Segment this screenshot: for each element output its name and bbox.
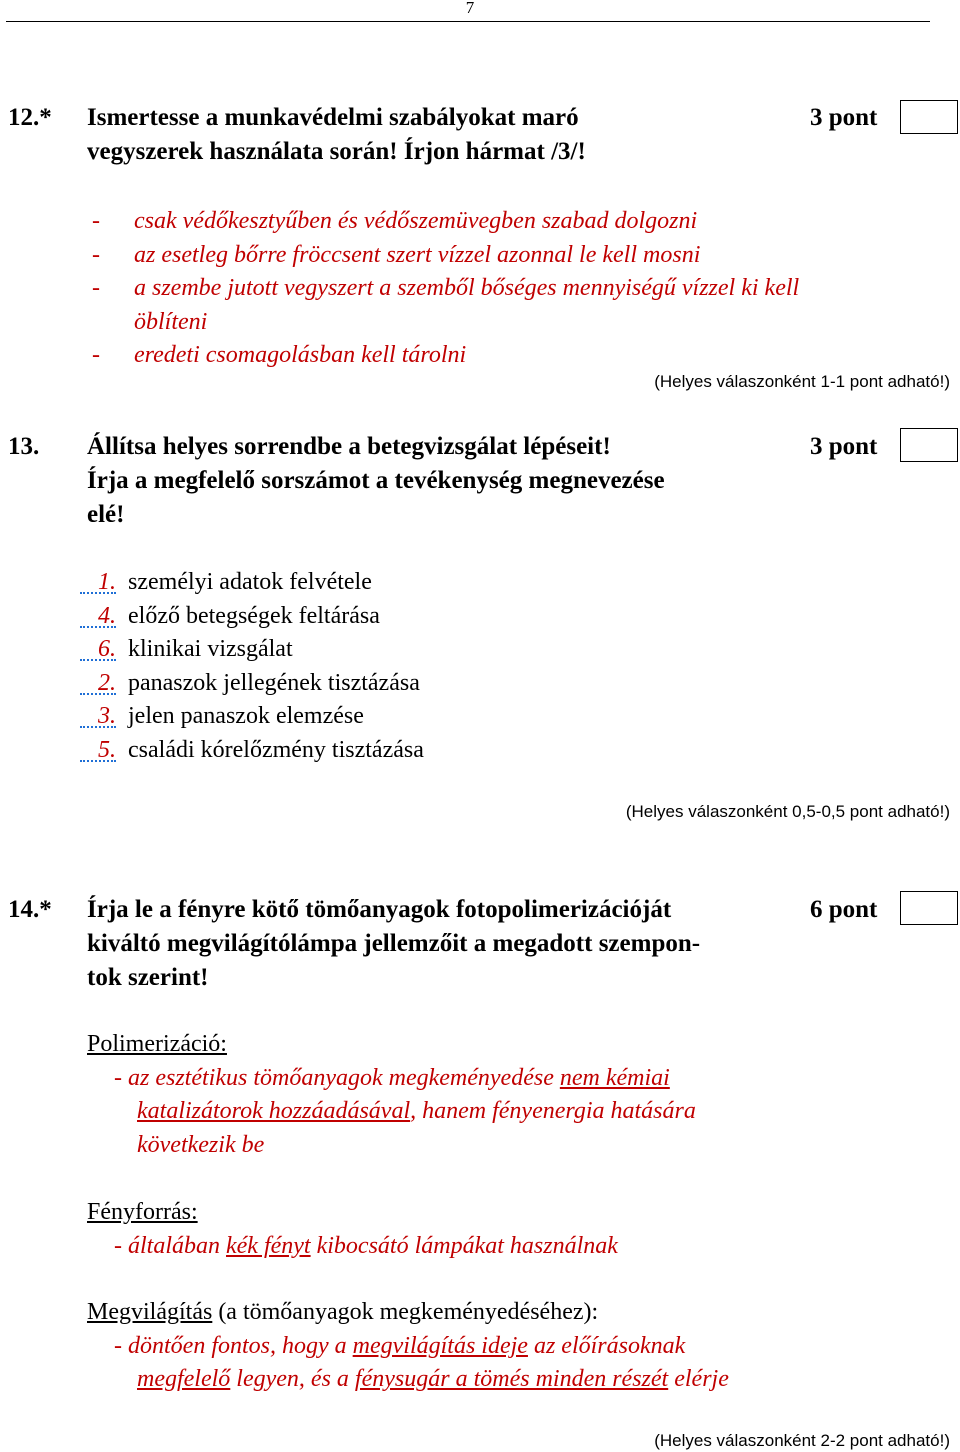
points-label: 6 pont <box>810 896 878 923</box>
section-fenyforras: Fényforrás: - általában kék fényt kibocsátó lámpákat használnak <box>87 1199 618 1259</box>
score-box-13[interactable] <box>900 428 958 462</box>
list-item: 4. előző betegségek feltárása <box>80 600 380 634</box>
answer-line: - csak védőkesztyűben és védőszemüvegben szabad dolgozni <box>92 208 698 234</box>
question-text-line1: Ismertesse a munkavédelmi szabályokat maró <box>87 104 579 131</box>
list-item: 5. családi kórelőzmény tisztázása <box>80 734 424 768</box>
question-14 <box>0 893 960 995</box>
question-text-line2: Írja a megfelelő sorszámot a tevékenység megnevezése <box>87 467 665 494</box>
section-title: Fényforrás: <box>87 1199 198 1225</box>
scoring-hint: (Helyes válaszonként 1-1 pont adható!) <box>654 372 950 391</box>
scoring-hint: (Helyes válaszonként 0,5-0,5 pont adható!) <box>625 802 950 821</box>
answer-line: - a szembe jutott vegyszert a szemből bőséges mennyiségű vízzel ki kell <box>92 275 800 301</box>
question-text-line1: Írja le a fényre kötő tömőanyagok fotopolimerizációját <box>87 896 672 923</box>
list-item: 1. személyi adatok felvétele <box>80 566 372 600</box>
answer-line: - eredeti csomagolásban kell tárolni <box>92 342 467 368</box>
question-text-line2: kiváltó megvilágítólámpa jellemzőit a megadott szempon- <box>87 930 701 957</box>
question-13 <box>0 430 960 532</box>
question-number: 14.* <box>8 896 52 923</box>
section-title: Megvilágítás <box>87 1299 213 1325</box>
list-item: 2. panaszok jellegének tisztázása <box>80 667 420 701</box>
list-item: 3. jelen panaszok elemzése <box>80 700 364 734</box>
page-number: 7 <box>465 0 475 17</box>
question-text-line3: elé! <box>87 501 125 528</box>
score-box-12[interactable] <box>900 100 958 134</box>
question-12 <box>0 101 960 171</box>
points-label: 3 pont <box>810 104 878 131</box>
question-text-line2: vegyszerek használata során! Írjon hármat /3/! <box>87 138 586 165</box>
answer-line: - az esetleg bőrre fröccsent szert vízzel azonnal le kell mosni <box>92 241 701 268</box>
header-rule <box>6 21 930 22</box>
points-label: 3 pont <box>810 433 878 460</box>
section-megvilagitas: Megvilágítás (a tömőanyagok megkeményedéséhez): - döntően fontos, hogy a megvilágítás ideje az előírásoknak megfelelő legyen, és a fénysugár a tömés minden részét elérje <box>87 1299 729 1392</box>
list-item: 6. klinikai vizsgálat <box>80 633 293 667</box>
question-number: 12.* <box>8 104 52 131</box>
answer-line: öblíteni <box>134 308 208 335</box>
q12-answers <box>92 205 952 373</box>
section-polimerizacio: Polimerizáció: - az esztétikus tömőanyagok megkeményedése nem kémiai katalizátorok hozzáadásával, hanem fényenergia hatására következik be <box>87 1031 696 1158</box>
question-text-line3: tok szerint! <box>87 964 209 991</box>
scoring-hint: (Helyes válaszonként 2-2 pont adható!) <box>654 1431 950 1450</box>
question-number: 13. <box>8 433 40 460</box>
score-box-14[interactable] <box>900 891 958 925</box>
question-text-line1: Állítsa helyes sorrendbe a betegvizsgálat lépéseit! <box>87 433 611 460</box>
section-title: Polimerizáció: <box>87 1031 227 1057</box>
